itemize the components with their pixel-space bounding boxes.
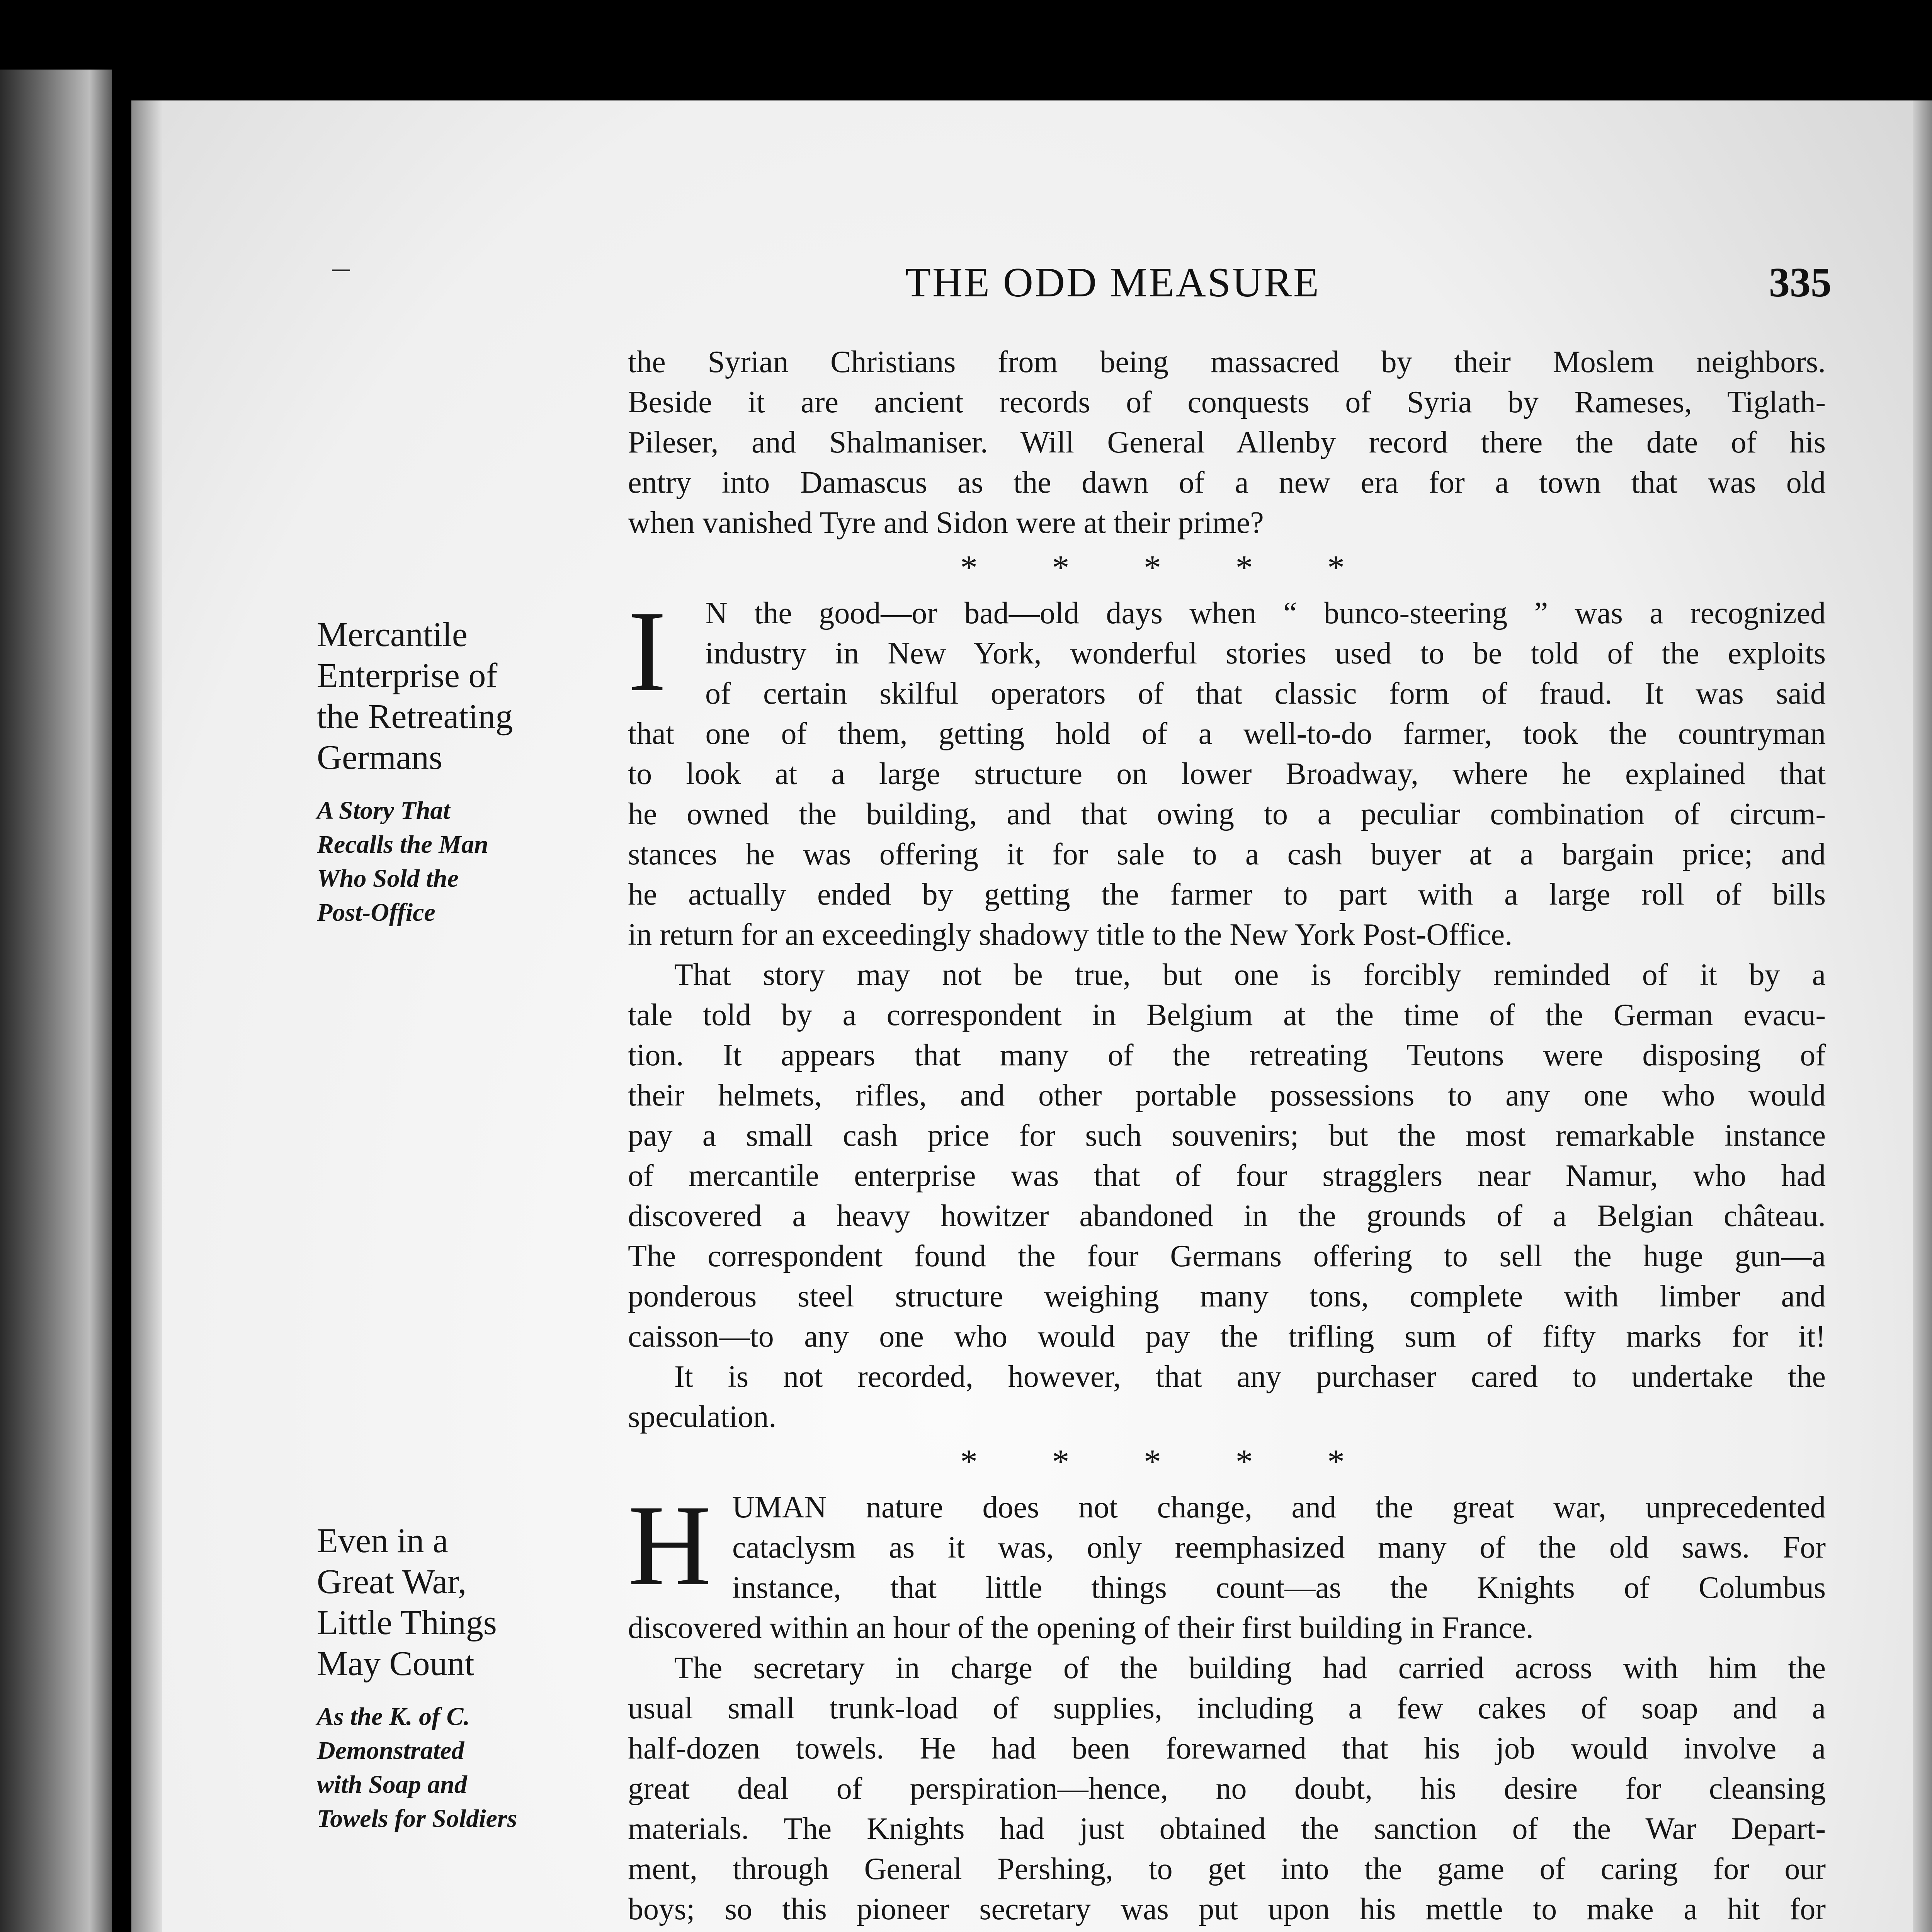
section-separator: * * * * * — [960, 549, 1345, 587]
text-line: he actually ended by getting the farmer to part with a large roll of bills — [628, 878, 1826, 912]
text-line: when vanished Tyre and Sidon were at their prime? — [628, 506, 1264, 540]
text-line: of mercantile enterprise was that of four stragglers near Namur, who had — [628, 1159, 1826, 1193]
text-line: pay a small cash price for such souvenirs; but the most remarkable instance — [628, 1119, 1826, 1153]
section-mercantile — [628, 587, 1826, 1437]
margin-note-subtitle-line: As the K. of C. — [317, 1702, 470, 1731]
text-line: tale told by a correspondent in Belgium at the time of the German evacu- — [628, 998, 1826, 1032]
margin-note-mercantile — [317, 614, 513, 930]
margin-note-subtitle-line: A Story That — [317, 796, 450, 825]
margin-note-title-line: Mercantile — [317, 616, 468, 654]
text-line: materials. The Knights had just obtained the sanction of the War Depart- — [628, 1812, 1826, 1846]
text-line: entry into Damascus as the dawn of a new era for a town that was old — [628, 466, 1826, 500]
text-line: the Syrian Christians from being massacred by their Moslem neighbors. — [628, 345, 1826, 379]
margin-note-title-line: Germans — [317, 738, 442, 777]
text-line: half-dozen towels. He had been forewarned that his job would involve a — [628, 1731, 1826, 1765]
text-line: Beside it are ancient records of conquests of Syria by Rameses, Tiglath- — [628, 385, 1826, 419]
margin-note-title-line: Enterprise of — [317, 656, 498, 695]
text-line: ment, through General Pershing, to get into the game of caring for our — [628, 1852, 1826, 1886]
margin-note-subtitle-line: Post-Office — [317, 898, 435, 927]
text-line: tion. It appears that many of the retreating Teutons were disposing of — [628, 1038, 1826, 1072]
margin-note-subtitle-line: Towels for Soldiers — [317, 1804, 517, 1833]
text-line: The correspondent found the four Germans offering to sell the huge gun—a — [628, 1239, 1826, 1273]
text-line: That story may not be true, but one is forcibly reminded of it by a — [674, 958, 1826, 992]
drop-cap: I — [628, 587, 667, 715]
margin-note-great-war — [317, 1520, 517, 1836]
margin-note-title-line: Little Things — [317, 1604, 497, 1642]
body-text-column — [628, 342, 1826, 1932]
text-line: Pileser, and Shalmaniser. Will General Allenby record there the date of his — [628, 425, 1826, 459]
margin-note-title-line: the Retreating — [317, 697, 513, 736]
text-line: The secretary in charge of the building had carried across with him the — [674, 1651, 1826, 1685]
text-line: speculation. — [628, 1400, 777, 1434]
margin-note-subtitle-line: Who Sold the — [317, 864, 459, 893]
text-line: great deal of perspiration—hence, no doubt, his desire for cleansing — [628, 1772, 1826, 1806]
text-line: It is not recorded, however, that any purchaser cared to undertake the — [674, 1360, 1826, 1394]
left-page-edge — [0, 70, 112, 1932]
text-line: caisson—to any one who would pay the trifling sum of fifty marks for it! — [628, 1320, 1826, 1354]
margin-note-title-line: Even in a — [317, 1522, 448, 1560]
section-great-war — [628, 1481, 1826, 1932]
margin-note-title-line: May Count — [317, 1645, 474, 1683]
drop-cap: H — [628, 1481, 712, 1609]
text-line: their helmets, rifles, and other portable possessions to any one who would — [628, 1078, 1826, 1112]
text-line — [628, 1929, 1826, 1932]
text-line: in return for an exceedingly shadowy title to the New York Post-Office. — [628, 918, 1513, 952]
text-line: discovered a heavy howitzer abandoned in the grounds of a Belgian château. — [628, 1199, 1826, 1233]
right-page-edge — [1913, 100, 1932, 1932]
text-line: discovered within an hour of the opening of their first building in France. — [628, 1611, 1534, 1645]
margin-note-subtitle — [317, 794, 513, 930]
margin-note-title — [317, 614, 513, 778]
margin-note-subtitle-line: Demonstrated — [317, 1736, 464, 1765]
margin-note-title — [317, 1520, 517, 1684]
text-line: cataclysm as it was, only reemphasized many of the old saws. For — [732, 1531, 1826, 1565]
text-line: usual small trunk-load of supplies, including a few cakes of soap and a — [628, 1691, 1826, 1725]
margin-note-subtitle-line: with Soap and — [317, 1770, 467, 1799]
margin-note-subtitle-line: Recalls the Man — [317, 830, 488, 859]
margin-note-subtitle — [317, 1700, 517, 1836]
text-line: that one of them, getting hold of a well-to-do farmer, took the countryman — [628, 717, 1826, 751]
text-line: to look at a large structure on lower Broadway, where he explained that — [628, 757, 1826, 791]
margin-note-title-line: Great War, — [317, 1563, 467, 1601]
text-line: ponderous steel structure weighing many tons, complete with limber and — [628, 1279, 1826, 1313]
text-line: of certain skilful operators of that classic form of fraud. It was said — [705, 677, 1826, 711]
text-line: boys; so this pioneer secretary was put upon his mettle to make a hit for — [628, 1892, 1826, 1926]
text-line: stances he was offering it for sale to a cash buyer at a bargain price; and — [628, 837, 1826, 871]
text-line: industry in New York, wonderful stories used to be told of the exploits — [705, 636, 1826, 670]
page-number: 335 — [1769, 260, 1832, 306]
text-line: instance, that little things count—as the Knights of Columbus — [732, 1571, 1826, 1605]
text-line: UMAN nature does not change, and the great war, unprecedented — [732, 1490, 1826, 1524]
stray-mark: – — [332, 248, 350, 286]
page-gutter-shadow — [131, 100, 162, 1932]
running-head: THE ODD MEASURE — [905, 260, 1320, 306]
section-separator: * * * * * — [960, 1443, 1345, 1481]
text-line: he owned the building, and that owing to a peculiar combination of circum- — [628, 797, 1826, 831]
text-line: N the good—or bad—old days when “ bunco-steering ” was a recognized — [705, 596, 1826, 630]
